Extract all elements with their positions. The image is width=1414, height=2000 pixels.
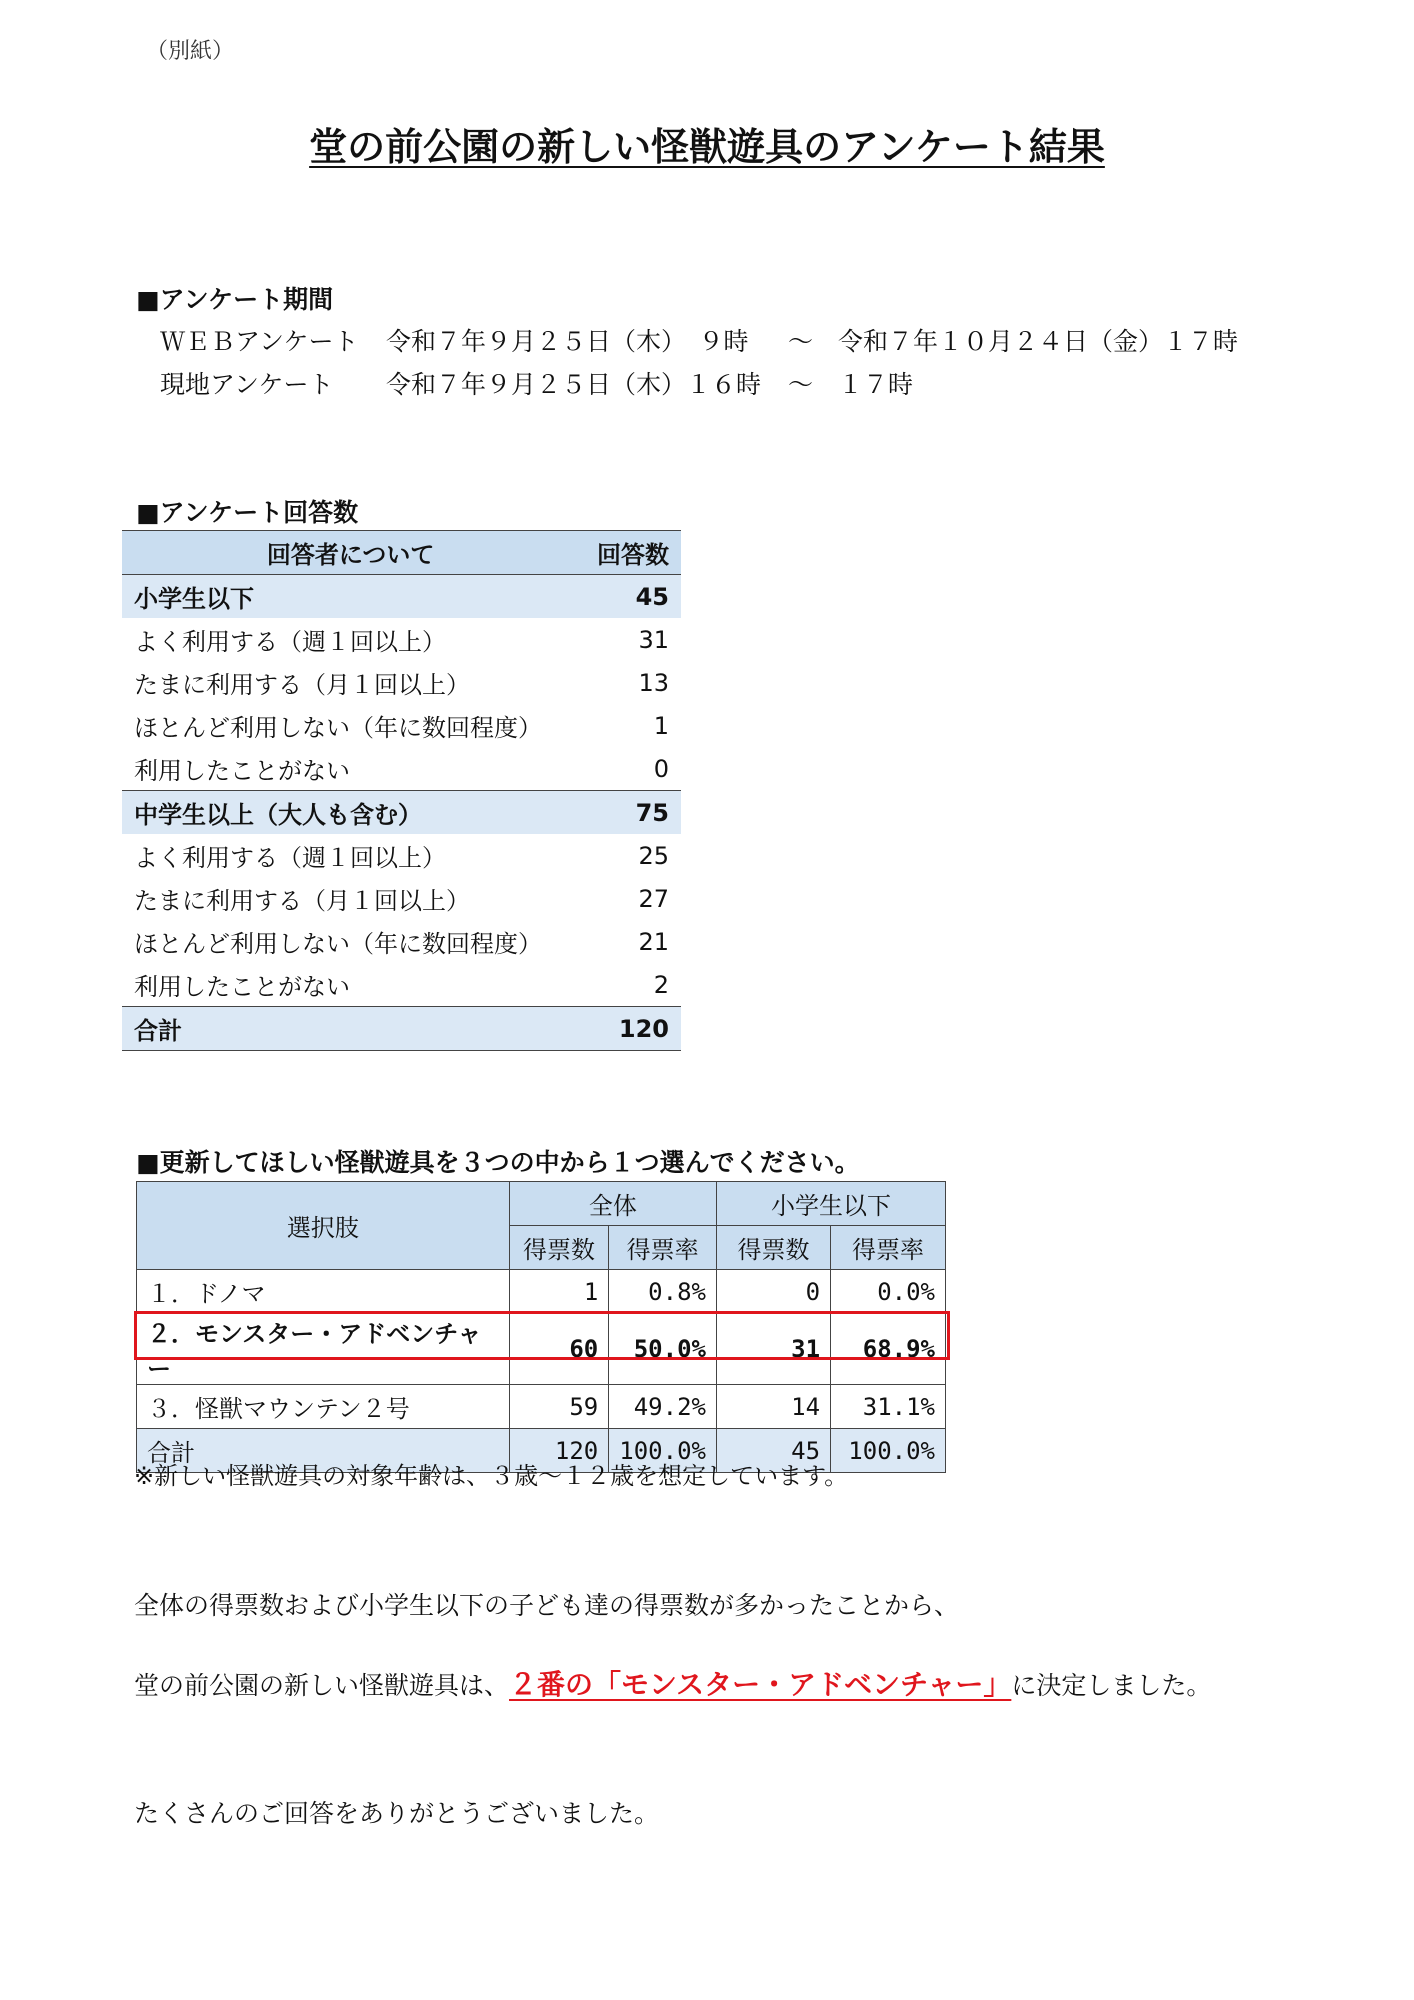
period-tilde: ～ [788, 327, 814, 356]
elem-rate-cell: 0.0% [831, 1270, 946, 1314]
row-label: 利用したことがない [134, 973, 350, 1001]
choice-cell: ２．モンスター・アドベンチャー [137, 1314, 510, 1385]
table-row [122, 661, 681, 704]
conclusion-line-2 [134, 1663, 1211, 1703]
choice-cell: 合計 [137, 1429, 510, 1473]
column-header: 得票数 [716, 1226, 830, 1270]
row-label: 利用したことがない [134, 757, 350, 785]
period-name: 現地アンケート [160, 370, 334, 399]
page-title: 堂の前公園の新しい怪獣遊具のアンケート結果 [309, 125, 1105, 169]
group-count: 45 [579, 575, 681, 619]
total-label: 合計 [122, 1007, 579, 1051]
all-votes-cell: 59 [509, 1385, 609, 1429]
row-count: 21 [638, 927, 669, 956]
row-count: 31 [638, 625, 669, 654]
table-row [122, 920, 681, 963]
row-count: 25 [638, 841, 669, 870]
table-header-row [122, 531, 681, 575]
winner-highlight-box [134, 1311, 950, 1360]
column-header: 小学生以下 [716, 1182, 945, 1226]
table-row-group [122, 575, 681, 619]
row-label: よく利用する（週１回以上） [134, 628, 446, 656]
all-votes-cell: 1 [509, 1270, 609, 1314]
row-label: よく利用する（週１回以上） [134, 844, 446, 872]
column-header: 選択肢 [137, 1182, 510, 1270]
period-name: ＷＥＢアンケート [160, 327, 359, 356]
table-row-total [122, 1007, 681, 1051]
elem-votes-cell: 0 [716, 1270, 830, 1314]
period-heading: ■アンケート期間 [136, 285, 334, 314]
period-row-onsite [0, 365, 1414, 399]
elem-rate-cell: 68.9% [831, 1314, 946, 1385]
column-header: 全体 [509, 1182, 716, 1226]
period-start: 令和７年９月２５日（木）１６時 [386, 370, 762, 399]
all-votes-cell: 120 [509, 1429, 609, 1473]
responses-table [122, 530, 681, 1051]
conclusion-suffix: に決定しました。 [1011, 1671, 1212, 1700]
elem-rate-cell: 31.1% [831, 1385, 946, 1429]
column-header: 回答者について [122, 531, 579, 575]
all-rate-cell: 49.2% [609, 1385, 717, 1429]
elem-rate-cell: 100.0% [831, 1429, 946, 1473]
thanks-text: たくさんのご回答をありがとうございました。 [134, 1799, 660, 1828]
row-count: 2 [653, 970, 669, 999]
all-rate-cell: 0.8% [609, 1270, 717, 1314]
responses-heading: ■アンケート回答数 [136, 498, 359, 527]
table-row [137, 1270, 946, 1314]
period-start: 令和７年９月２５日（木） ９時 [386, 327, 749, 356]
all-rate-cell: 100.0% [609, 1429, 717, 1473]
row-count: 1 [653, 711, 669, 740]
table-row [137, 1385, 946, 1429]
elem-votes-cell: 45 [716, 1429, 830, 1473]
choice-cell: ３．怪獣マウンテン２号 [137, 1385, 510, 1429]
decision-highlight: ２番の「モンスター・アドベンチャー」 [509, 1668, 1012, 1701]
elem-votes-cell: 14 [716, 1385, 830, 1429]
period-end: １７時 [838, 370, 914, 399]
group-label: 中学生以上（大人も含む） [122, 791, 579, 835]
column-header: 得票率 [831, 1226, 946, 1270]
row-label: ほとんど利用しない（年に数回程度） [134, 930, 542, 958]
column-header: 得票率 [609, 1226, 717, 1270]
table-row-group [122, 791, 681, 835]
row-label: たまに利用する（月１回以上） [134, 887, 470, 915]
table-row [122, 747, 681, 791]
table-row [122, 877, 681, 920]
conclusion-prefix: 堂の前公園の新しい怪獣遊具は、 [134, 1671, 510, 1700]
votes-heading: ■更新してほしい怪獣遊具を３つの中から１つ選んでください。 [136, 1148, 860, 1177]
period-row-web [0, 322, 1414, 356]
table-row [122, 834, 681, 877]
appendix-label: （別紙） [146, 39, 235, 64]
column-header: 回答数 [579, 531, 681, 575]
total-count: 120 [579, 1007, 681, 1051]
age-note: ※新しい怪獣遊具の対象年齢は、３歳～１２歳を想定しています。 [134, 1462, 849, 1490]
row-label: ほとんど利用しない（年に数回程度） [134, 714, 542, 742]
row-count: 13 [638, 668, 669, 697]
table-row [122, 963, 681, 1007]
group-label: 小学生以下 [122, 575, 579, 619]
row-label: たまに利用する（月１回以上） [134, 671, 470, 699]
conclusion-line-1: 全体の得票数および小学生以下の子ども達の得票数が多かったことから、 [134, 1591, 960, 1620]
all-votes-cell: 60 [509, 1314, 609, 1385]
row-count: 27 [638, 884, 669, 913]
all-rate-cell: 50.0% [609, 1314, 717, 1385]
choice-cell: １．ドノマ [137, 1270, 510, 1314]
period-end: 令和７年１０月２４日（金）１７時 [838, 327, 1239, 356]
group-count: 75 [579, 791, 681, 835]
period-tilde: ～ [788, 370, 814, 399]
column-header: 得票数 [509, 1226, 609, 1270]
elem-votes-cell: 31 [716, 1314, 830, 1385]
table-row [122, 618, 681, 661]
table-header-row [137, 1182, 946, 1226]
table-row [122, 704, 681, 747]
row-count: 0 [653, 754, 669, 783]
